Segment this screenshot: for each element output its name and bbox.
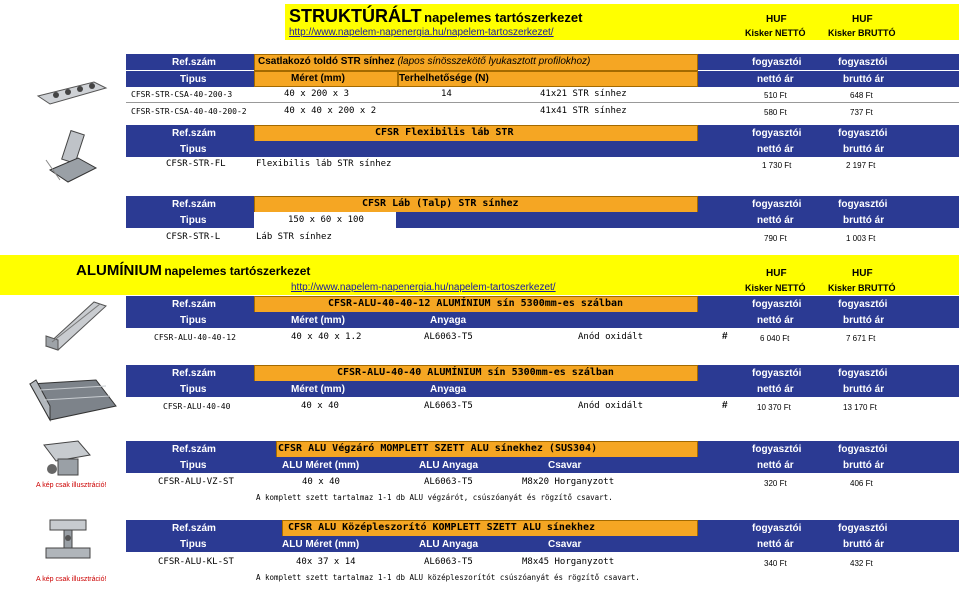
s4-brutto: 7 671 Ft xyxy=(846,334,876,343)
s7-meret-label: ALU Méret (mm) xyxy=(282,539,360,550)
s3-tipus-label: Tipus xyxy=(180,215,207,226)
s4-ref: CFSR-ALU-40-40-12 xyxy=(154,333,236,342)
s2-fogy-1: fogyasztói xyxy=(752,128,802,139)
s4-tipus-label: Tipus xyxy=(180,315,207,326)
s1-brutto-label: bruttó ár xyxy=(843,74,885,85)
s2-netto-label: nettó ár xyxy=(757,144,794,155)
s3-fogy-2: fogyasztói xyxy=(838,199,888,210)
s2-subheader-row xyxy=(126,141,959,157)
s3-brutto-label: bruttó ár xyxy=(843,215,885,226)
end-clamp-image xyxy=(38,437,96,481)
s6-csavar-label: Csavar xyxy=(548,460,582,471)
s3-desc: Láb STR sínhez xyxy=(256,232,332,242)
s3-ref-label: Ref.szám xyxy=(172,199,216,210)
s3-meret: 150 x 60 x 100 xyxy=(288,215,364,225)
s1-fogy-1: fogyasztói xyxy=(752,57,802,68)
s7-fogy-2: fogyasztói xyxy=(838,523,888,534)
header-link-1[interactable]: http://www.napelem-napenergia.hu/napelem-tartoszerkezet/ xyxy=(289,27,554,38)
s2-tipus-label: Tipus xyxy=(180,144,207,155)
s5-title: CFSR-ALU-40-40 ALUMÍNIUM sín 5300mm-es szálban xyxy=(337,367,614,378)
s1-title: Csatlakozó toldó STR sínhez (lapos sínösszekötő lyukasztott profilokhoz) xyxy=(258,56,591,67)
header-link-2[interactable]: http://www.napelem-napenergia.hu/napelem-tartoszerkezet/ xyxy=(291,282,556,293)
s6-netto-label: nettó ár xyxy=(757,460,794,471)
s4-subheader-row xyxy=(126,312,959,328)
col-head-1a: Kisker NETTÓ xyxy=(745,28,806,38)
s4-netto: 6 040 Ft xyxy=(760,334,790,343)
s5-felulet: Anód oxidált xyxy=(578,401,644,411)
s4-brutto-label: bruttó ár xyxy=(843,315,885,326)
s5-tipus-label: Tipus xyxy=(180,384,207,395)
s4-fogy-2: fogyasztói xyxy=(838,299,888,310)
s4-anyag: AL6063-T5 xyxy=(424,332,473,342)
s1-row2-ref: CFSR-STR-CSA-40-40-200-2 xyxy=(131,107,247,116)
s6-tipus-label: Tipus xyxy=(180,460,207,471)
s4-ref-label: Ref.szám xyxy=(172,299,216,310)
s3-ref: CFSR-STR-L xyxy=(166,232,221,242)
s6-fogy-2: fogyasztói xyxy=(838,444,888,455)
alu-rail-image-1 xyxy=(40,296,112,352)
s1-terhel-label: Terhelhetősége (N) xyxy=(399,73,489,84)
s7-image-note: A kép csak illusztráció! xyxy=(36,576,107,583)
s5-subheader-row xyxy=(126,381,959,397)
s5-netto: 10 370 Ft xyxy=(757,403,791,412)
connector-plate-image xyxy=(34,78,108,108)
s1-row2-brutto: 737 Ft xyxy=(850,108,873,117)
s5-ref: CFSR-ALU-40-40 xyxy=(163,402,231,411)
currency-1a: HUF xyxy=(766,14,787,25)
s7-brutto-label: bruttó ár xyxy=(843,539,885,550)
s6-meret: 40 x 40 xyxy=(302,477,340,487)
s7-ref-label: Ref.szám xyxy=(172,523,216,534)
s7-brutto: 432 Ft xyxy=(850,559,873,568)
s6-anyag: AL6063-T5 xyxy=(424,477,473,487)
s1-row1-netto: 510 Ft xyxy=(764,91,787,100)
s4-anyaga-label: Anyaga xyxy=(430,315,467,326)
page-title-2 xyxy=(76,262,310,279)
col-head-2b: Kisker BRUTTÓ xyxy=(828,283,896,293)
title-sub-2: napelemes tartószerkezet xyxy=(164,264,311,278)
s7-csavar-label: Csavar xyxy=(548,539,582,550)
s5-ref-label: Ref.szám xyxy=(172,368,216,379)
s6-desc: A komplett szett tartalmaz 1-1 db ALU végzárót, csúszóanyát és rögzítő csavart. xyxy=(256,493,613,502)
s1-netto-label: nettó ár xyxy=(757,74,794,85)
s7-desc: A komplett szett tartalmaz 1-1 db ALU középleszorítót csúszóanyát és rögzítő csavart. xyxy=(256,573,640,582)
s2-ref: CFSR-STR-FL xyxy=(166,159,226,169)
s1-row2-meret: 40 x 40 x 200 x 2 xyxy=(284,106,377,116)
s4-meret-label: Méret (mm) xyxy=(291,315,345,326)
s3-fogy-1: fogyasztói xyxy=(752,199,802,210)
s7-subheader-row xyxy=(126,536,959,552)
s1-row1-ref: CFSR-STR-CSA-40-200-3 xyxy=(131,90,233,99)
flexible-foot-image xyxy=(44,130,104,186)
s6-csavar: M8x20 Horganyzott xyxy=(522,477,615,487)
s4-title: CFSR-ALU-40-40-12 ALUMÍNIUM sín 5300mm-es szálban xyxy=(328,298,624,309)
s5-fogy-2: fogyasztói xyxy=(838,368,888,379)
s1-row2-netto: 580 Ft xyxy=(764,108,787,117)
s7-anyaga-label: ALU Anyaga xyxy=(419,539,479,550)
s2-netto: 1 730 Ft xyxy=(762,161,792,170)
s6-fogy-1: fogyasztói xyxy=(752,444,802,455)
s5-anyaga-label: Anyaga xyxy=(430,384,467,395)
s6-subheader-row xyxy=(126,457,959,473)
s6-title: CFSR ALU Végzáró MOMPLETT SZETT ALU sínekhez (SUS304) xyxy=(278,443,598,454)
s3-title: CFSR Láb (Talp) STR sínhez xyxy=(362,198,519,209)
mid-clamp-image xyxy=(38,514,98,566)
s7-netto-label: nettó ár xyxy=(757,539,794,550)
s7-netto: 340 Ft xyxy=(764,559,787,568)
s4-felulet: Anód oxidált xyxy=(578,332,644,342)
s6-meret-label: ALU Méret (mm) xyxy=(282,460,360,471)
s5-brutto: 13 170 Ft xyxy=(843,403,877,412)
s6-image-note: A kép csak illusztráció! xyxy=(36,482,107,489)
title-main-2: ALUMÍNIUM xyxy=(76,262,162,279)
s4-netto-label: nettó ár xyxy=(757,315,794,326)
s6-netto: 320 Ft xyxy=(764,479,787,488)
s6-brutto: 406 Ft xyxy=(850,479,873,488)
s1-meret-label: Méret (mm) xyxy=(291,73,345,84)
s1-row1-terhel: 14 xyxy=(441,89,452,99)
s4-meret: 40 x 40 x 1.2 xyxy=(291,332,362,342)
s5-fogy-1: fogyasztói xyxy=(752,368,802,379)
s2-brutto-label: bruttó ár xyxy=(843,144,885,155)
currency-2a: HUF xyxy=(766,268,787,279)
s4-hash: # xyxy=(722,331,728,342)
col-head-2a: Kisker NETTÓ xyxy=(745,283,806,293)
title-sub-1: napelemes tartószerkezet xyxy=(424,10,583,25)
s3-netto: 790 Ft xyxy=(764,234,787,243)
s2-fogy-2: fogyasztói xyxy=(838,128,888,139)
s5-hash: # xyxy=(722,400,728,411)
s7-tipus-label: Tipus xyxy=(180,539,207,550)
s4-fogy-1: fogyasztói xyxy=(752,299,802,310)
currency-2b: HUF xyxy=(852,268,873,279)
s7-meret: 40x 37 x 14 xyxy=(296,557,356,567)
s2-ref-label: Ref.szám xyxy=(172,128,216,139)
s5-netto-label: nettó ár xyxy=(757,384,794,395)
s7-csavar: M8x45 Horganyzott xyxy=(522,557,615,567)
s5-meret-label: Méret (mm) xyxy=(291,384,345,395)
s7-anyag: AL6063-T5 xyxy=(424,557,473,567)
s5-brutto-label: bruttó ár xyxy=(843,384,885,395)
s5-meret: 40 x 40 xyxy=(301,401,339,411)
s1-row1-desc: 41x21 STR sínhez xyxy=(540,89,627,99)
s6-brutto-label: bruttó ár xyxy=(843,460,885,471)
s2-desc: Flexibilis láb STR sínhez xyxy=(256,159,392,169)
s2-brutto: 2 197 Ft xyxy=(846,161,876,170)
col-head-1b: Kisker BRUTTÓ xyxy=(828,28,896,38)
s7-fogy-1: fogyasztói xyxy=(752,523,802,534)
alu-rail-image-2 xyxy=(26,376,120,426)
s1-row2-desc: 41x41 STR sínhez xyxy=(540,106,627,116)
s6-ref: CFSR-ALU-VZ-ST xyxy=(158,477,234,487)
s1-fogy-2: fogyasztói xyxy=(838,57,888,68)
s1-ref-label: Ref.szám xyxy=(172,57,216,68)
s3-netto-label: nettó ár xyxy=(757,215,794,226)
s1-tipus-label: Tipus xyxy=(180,74,207,85)
s1-row1-meret: 40 x 200 x 3 xyxy=(284,89,350,99)
s6-anyaga-label: ALU Anyaga xyxy=(419,460,479,471)
title-main-1: STRUKTÚRÁLT xyxy=(289,6,422,26)
currency-1b: HUF xyxy=(852,14,873,25)
s1-row1-brutto: 648 Ft xyxy=(850,91,873,100)
s2-title: CFSR Flexibilis láb STR xyxy=(375,127,514,138)
s3-subheader-row xyxy=(126,212,959,228)
s7-ref: CFSR-ALU-KL-ST xyxy=(158,557,234,567)
s5-anyag: AL6063-T5 xyxy=(424,401,473,411)
s6-ref-label: Ref.szám xyxy=(172,444,216,455)
s7-title: CFSR ALU Középleszorító KOMPLETT SZETT ALU sínekhez xyxy=(288,522,596,533)
s3-brutto: 1 003 Ft xyxy=(846,234,876,243)
page-title-1 xyxy=(289,6,582,27)
